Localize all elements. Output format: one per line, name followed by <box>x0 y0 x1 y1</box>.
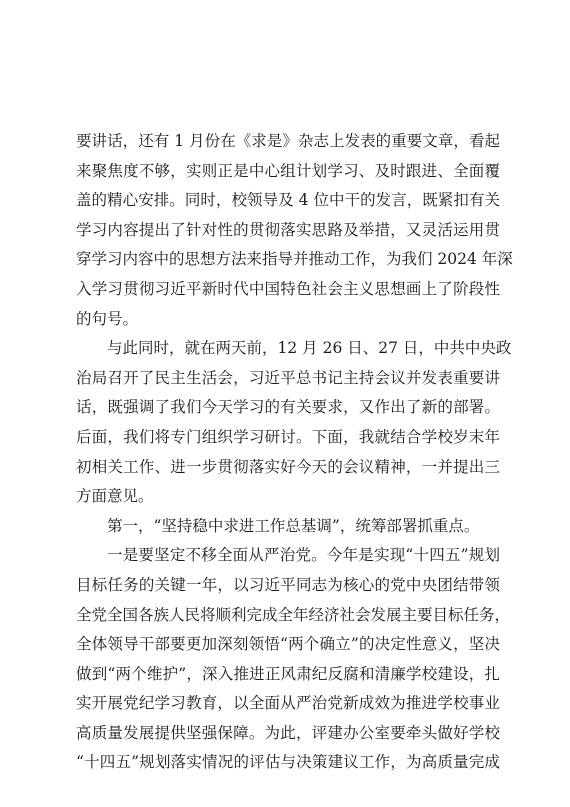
text-line: 穿学习内容中的思想方法来指导并推动工作，为我们 2024 年深 <box>76 250 513 269</box>
text-line: 初相关工作、进一步贯彻落实好今天的会议精神，一并提出三 <box>76 457 500 476</box>
text-line: 学习内容提出了针对性的贯彻落实思路及举措，又灵活运用贯 <box>76 220 500 239</box>
section-heading-line: 第一，“坚持稳中求进工作总基调”，统筹部署抓重点。 <box>107 516 480 535</box>
text-line: 实开展党纪学习教育，以全面从严治党新成效为推进学校事业 <box>76 694 500 713</box>
text-line: 做到“两个维护”，深入推进正风肃纪反腐和清廉学校建设，扎 <box>76 664 500 683</box>
text-line: 目标任务的关键一年，以习近平同志为核心的党中央团结带领 <box>76 575 500 594</box>
text-line: 全体领导干部要更加深刻领悟“两个确立”的决定性意义，坚决 <box>76 635 500 654</box>
text-line: 方面意见。 <box>76 487 154 506</box>
text-line: 治局召开了民主生活会，习近平总书记主持会议并发表重要讲 <box>76 368 500 387</box>
text-line: 高质量发展提供坚强保障。为此，评建办公室要牵头做好学校 <box>76 723 500 742</box>
text-line: 的句号。 <box>76 309 139 328</box>
text-line: 话，既强调了我们今天学习的有关要求，又作出了新的部署。 <box>76 398 500 417</box>
text-line: 入学习贯彻习近平新时代中国特色社会主义思想画上了阶段性 <box>76 279 500 298</box>
text-line: “十四五”规划落实情况的评估与决策建议工作，为高质量完成 <box>76 753 500 772</box>
paragraph-start-line: 与此同时，就在两天前，12 月 26 日、27 日，中共中央政 <box>107 339 512 358</box>
text-line: 来聚焦度不够，实则正是中心组计划学习、及时跟进、全面覆 <box>76 161 500 180</box>
paragraph-start-line: 一是要坚定不移全面从严治党。今年是实现“十四五”规划 <box>107 546 500 565</box>
text-line: 盖的精心安排。同时，校领导及 4 位中干的发言，既紧扣有关 <box>76 191 500 210</box>
document-body <box>76 127 513 778</box>
text-line: 全党全国各族人民将顺利完成全年经济社会发展主要目标任务， <box>76 605 511 624</box>
text-line: 后面，我们将专门组织学习研讨。下面，我就结合学校岁末年 <box>76 427 500 446</box>
text-line: 要讲话，还有 1 月份在《求是》杂志上发表的重要文章，看起 <box>76 132 500 150</box>
